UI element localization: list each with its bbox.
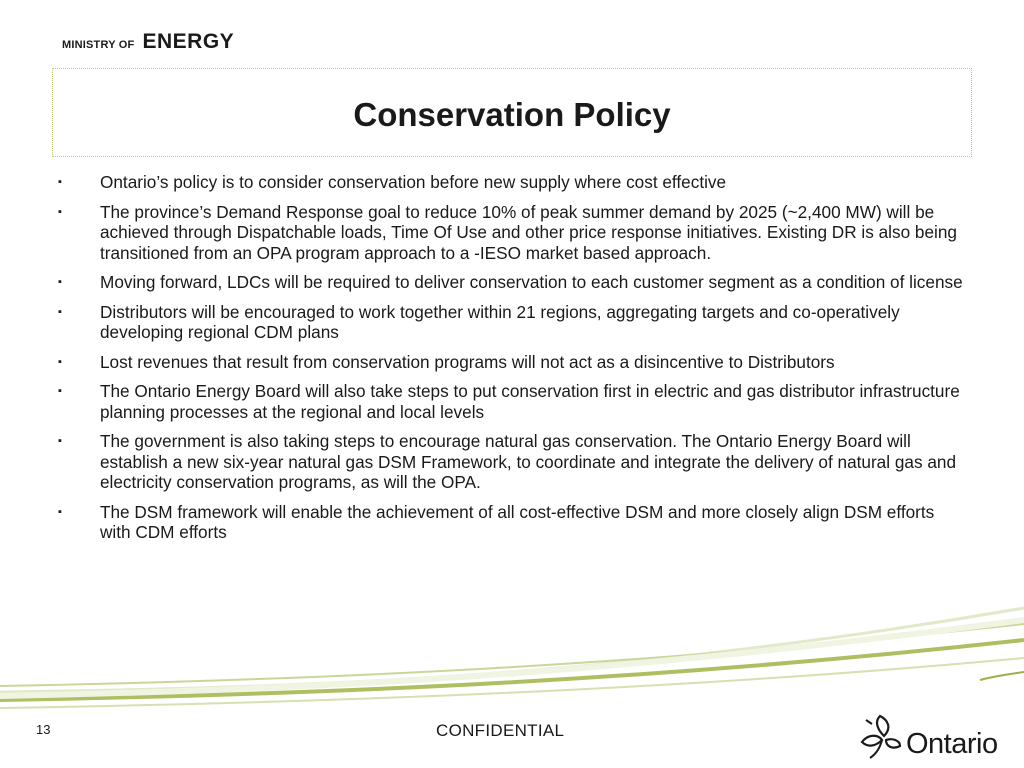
bullet-square-icon: ▪ [58, 435, 62, 447]
ontario-wordmark: Ontario [906, 728, 998, 760]
bullet-square-icon: ▪ [58, 176, 62, 188]
bullet-item [58, 431, 964, 493]
bullet-square-icon: ▪ [58, 385, 62, 397]
bullet-square-icon: ▪ [58, 205, 62, 218]
bullet-square-icon: ▪ [58, 355, 62, 368]
bullet-text: The government is also taking steps to encourage natural gas conservation. The Ontario Energy Board will establish a new six-year natural gas DSM Framework, to coordinate and integrate the delivery of natural gas and electricity conservation programs, as will the OPA. [100, 431, 957, 492]
bullet-item [58, 272, 964, 293]
ministry-header [62, 30, 234, 54]
energy-label: ENERGY [142, 30, 235, 53]
slide-title: Conservation Policy [353, 95, 671, 133]
ministry-of-label: MINISTRY OF [62, 39, 135, 51]
page-number: 13 [36, 722, 51, 737]
bullet-item [58, 202, 964, 264]
bullet-square-icon: ▪ [58, 505, 62, 518]
confidential-label: CONFIDENTIAL [436, 721, 565, 740]
bullet-square-icon: ▪ [58, 276, 62, 288]
bullet-item [58, 352, 964, 373]
bullet-square-icon: ▪ [58, 305, 62, 318]
trillium-icon [858, 712, 908, 762]
title-box [52, 68, 972, 157]
bullet-text: Ontario’s policy is to consider conservation before new supply where cost effective [100, 172, 727, 192]
bullet-list [58, 172, 964, 552]
bullet-text: Lost revenues that result from conservation programs will not act as a disincentive to Distributors [100, 351, 835, 372]
bullet-item [58, 381, 964, 422]
bullet-item [58, 172, 964, 193]
ontario-logo [858, 712, 1008, 764]
bullet-text: The DSM framework will enable the achievement of all cost-effective DSM and more closely align DSM efforts with CDM efforts [100, 501, 935, 542]
bullet-item [58, 302, 964, 343]
bullet-text: Moving forward, LDCs will be required to deliver conservation to each customer segment as a condition of license [100, 272, 963, 292]
bullet-text: Distributors will be encouraged to work together within 21 regions, aggregating targets and co-operatively developing regional CDM plans [100, 301, 900, 342]
bullet-text: The Ontario Energy Board will also take steps to put conservation first in electric and gas distributor infrastructure planning processes at the regional and local levels [100, 381, 960, 422]
bullet-text: The province’s Demand Response goal to reduce 10% of peak summer demand by 2025 (~2,400 MW) will be achieved through Dispatchable loads, Time Of Use and other price response initiatives. Existing DR is also being transitioned from an OPA program approach to a -IESO market based approach. [100, 201, 957, 263]
bullet-item [58, 502, 964, 543]
